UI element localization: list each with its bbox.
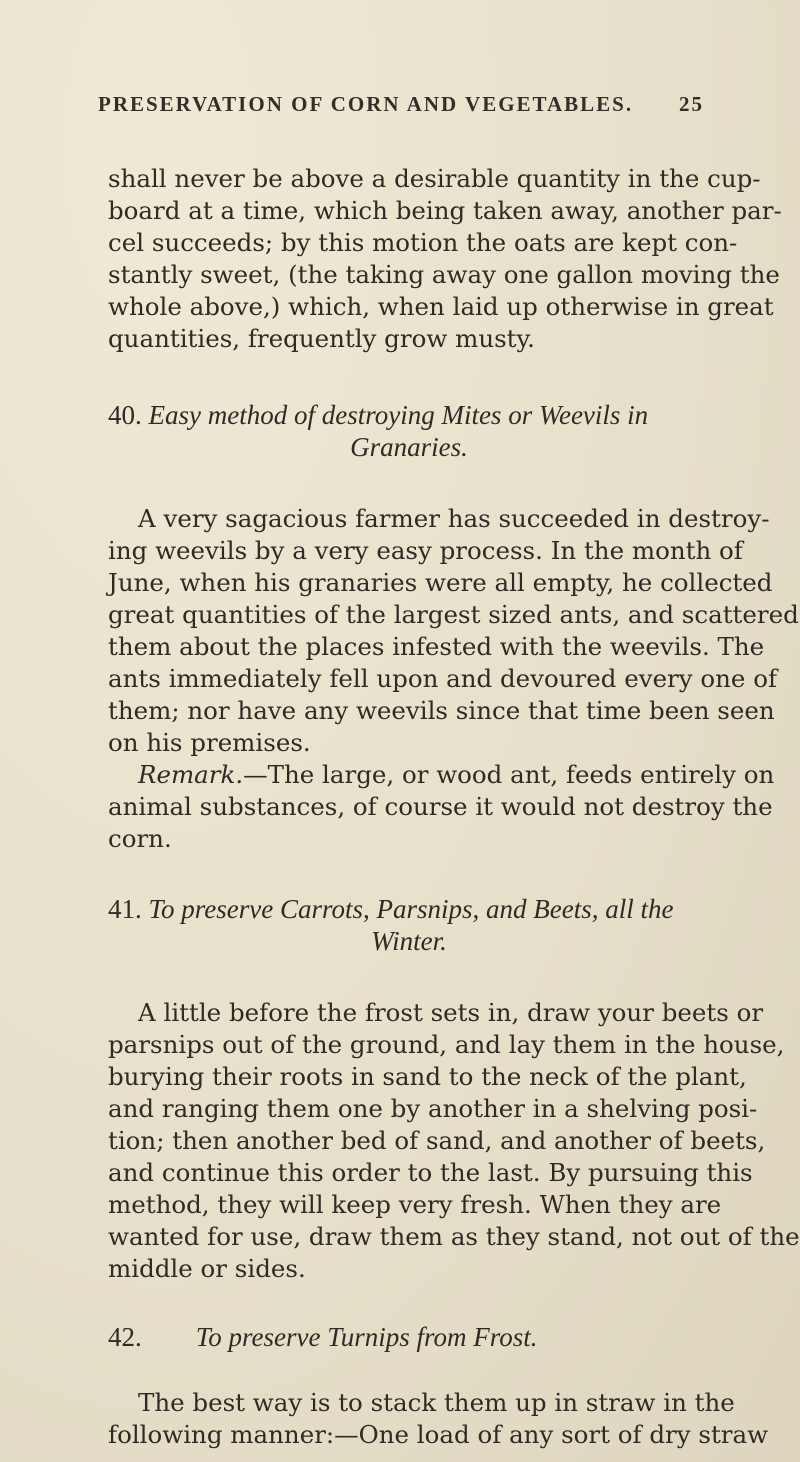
section-41-paragraph [108,997,800,1285]
text-line: animal substances, of course it would not destroy the [108,792,773,821]
text-line: June, when his granaries were all empty, he collected [108,568,773,597]
running-head-title: PRESERVATION OF CORN AND VEGETABLES. [98,92,634,116]
text-line: parsnips out of the ground, and lay them in the house, [108,1030,785,1059]
text-line: A very sagacious farmer has succeeded in destroy- [138,504,770,533]
remark-text: —The large, or wood ant, feeds entirely on [243,760,775,789]
section-title: To preserve Turnips from Frost. [195,1322,538,1352]
text-line: quantities, frequently grow musty. [108,324,535,353]
section-42-paragraph [108,1387,769,1451]
text-line: ants immediately fell upon and devoured every one of [108,664,778,693]
text-line: and continue this order to the last. By pursuing this [108,1158,753,1187]
text-line: board at a time, which being taken away, another par- [108,196,782,225]
running-head [98,92,704,117]
section-number: 42. [108,1322,142,1352]
text-line: corn. [108,824,172,853]
section-41-heading [108,893,710,957]
text-line: great quantities of the largest sized ants, and scattered [108,600,799,629]
text-line: cel succeeds; by this motion the oats are kept con- [108,228,738,257]
text-line: middle or sides. [108,1254,306,1283]
text-line: A little before the frost sets in, draw your beets or [138,998,764,1027]
text-line: tion; then another bed of sand, and another of beets, [108,1126,766,1155]
text-line: them; nor have any weevils since that time been seen [108,696,775,725]
section-number: 41. [108,894,142,924]
text-line: burying their roots in sand to the neck of the plant, [108,1062,747,1091]
section-title: Easy method of destroying Mites or Weevils in [148,400,649,430]
section-40-heading [108,399,710,463]
section-title: To preserve Carrots, Parsnips, and Beets, all the [148,894,674,924]
text-line: method, they will keep very fresh. When they are [108,1190,722,1219]
text-line: The best way is to stack them up in straw in the [138,1388,735,1417]
remark-label: Remark. [138,760,244,789]
text-line: them about the places infested with the weevils. The [108,632,765,661]
continued-paragraph [108,163,782,355]
section-42-heading [108,1321,710,1353]
section-title-continued: Granaries. [350,432,468,462]
text-line: ing weevils by a very easy process. In the month of [108,536,743,565]
text-line: and ranging them one by another in a shelving posi- [108,1094,758,1123]
text-line: wanted for use, draw them as they stand, not out of the [108,1222,800,1251]
text-line: stantly sweet, (the taking away one gallon moving the [108,260,780,289]
text-line: following manner:—One load of any sort of dry straw [108,1420,769,1449]
text-line: whole above,) which, when laid up otherwise in great [108,292,774,321]
text-line: shall never be above a desirable quantity in the cup- [108,164,761,193]
section-40-paragraph [108,503,799,855]
remark-line [108,759,775,791]
text-line: on his premises. [108,728,311,757]
section-title-continued: Winter. [371,926,447,956]
section-number: 40. [108,400,142,430]
page-number: 25 [679,92,704,116]
